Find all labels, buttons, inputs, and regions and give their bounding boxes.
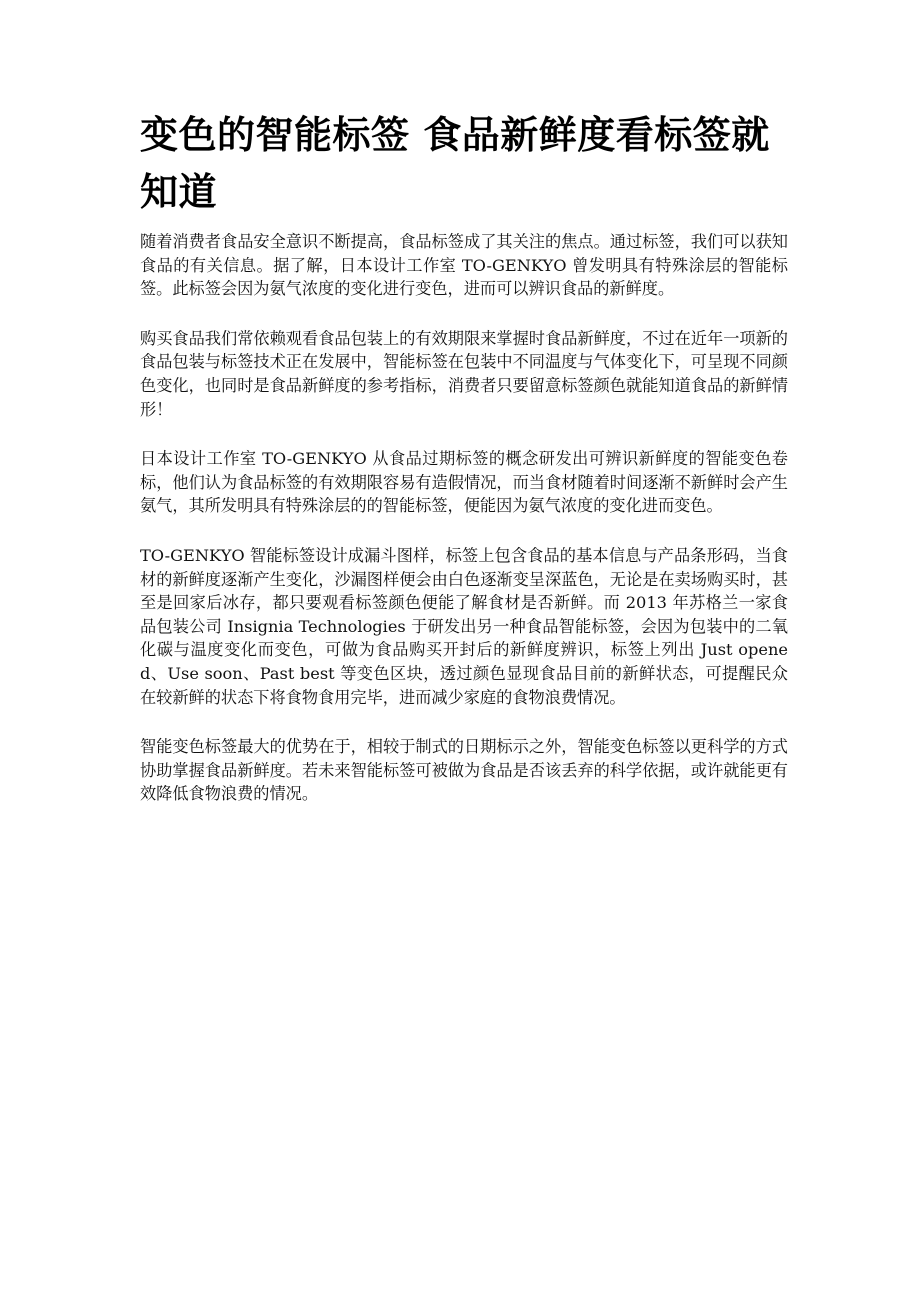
paragraph-4: TO-GENKYO 智能标签设计成漏斗图样，标签上包含食品的基本信息与产品条形码，当食材的新鲜度逐渐产生变化，沙漏图样便会由白色逐渐变呈深蓝色，无论是在卖场购买时，甚至是回家后冰存，都只要观看标签颜色便能了解食材是否新鲜。而 2013 年苏格兰一家食品包装公司 Insignia Technologies 于研发出另一种食品智能标签，会因为包装中的二氧化碳与温度变化而变色，可做为食品购买开封后的新鲜度辨识，标签上列出 Just opened、Use soon、Past best 等变色区块，透过颜色显现食品目前的新鲜状态，可提醒民众在较新鲜的状态下将食物食用完毕，进而减少家庭的食物浪费情况。 (140, 545, 788, 707)
document-body (140, 230, 788, 832)
paragraph-3: 日本设计工作室 TO-GENKYO 从食品过期标签的概念研发出可辨识新鲜度的智能变色卷标，他们认为食品标签的有效期限容易有造假情况，而当食材随着时间逐渐不新鲜时会产生氨气，其所发明具有特殊涂层的的智能标签，便能因为氨气浓度的变化进而变色。 (140, 449, 788, 516)
paragraph-2: 购买食品我们常依赖观看食品包装上的有效期限来掌握时食品新鲜度，不过在近年一项新的食品包装与标签技术正在发展中，智能标签在包装中不同温度与气体变化下，可呈现不同颜色变化，也同时是食品新鲜度的参考指标，消费者只要留意标签颜色就能知道食品的新鲜情形！ (140, 328, 788, 419)
document-title: 变色的智能标签 食品新鲜度看标签就知道 (140, 112, 770, 214)
paragraph-5: 智能变色标签最大的优势在于，相较于制式的日期标示之外，智能变色标签以更科学的方式协助掌握食品新鲜度。若未来智能标签可被做为食品是否该丢弃的科学依据，或许就能更有效降低食物浪费的情况。 (140, 737, 788, 804)
paragraph-1: 随着消费者食品安全意识不断提高，食品标签成了其关注的焦点。通过标签，我们可以获知食品的有关信息。据了解，日本设计工作室 TO-GENKYO 曾发明具有特殊涂层的智能标签。此标签会因为氨气浓度的变化进行变色，进而可以辨识食品的新鲜度。 (140, 232, 788, 299)
